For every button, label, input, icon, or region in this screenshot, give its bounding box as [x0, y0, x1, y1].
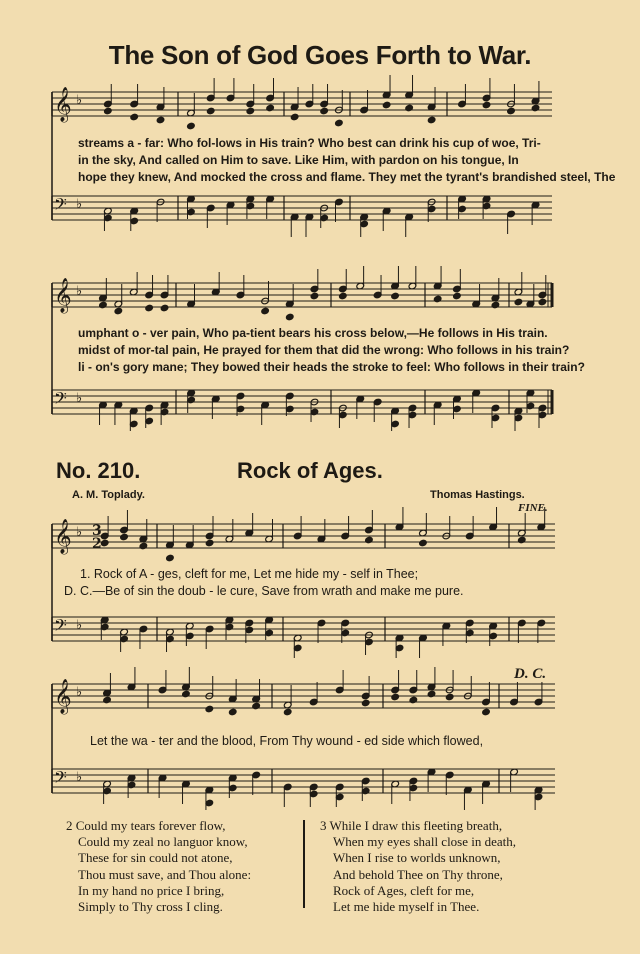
- verse-line: Thou must save, and Thou alone:: [78, 866, 252, 882]
- note-head: [252, 702, 261, 710]
- verse-divider: [303, 820, 305, 908]
- flat-sign-icon: ♭: [76, 391, 83, 406]
- verse-line: 2 Could my tears forever flow,: [66, 818, 226, 833]
- flat-sign-icon: ♭: [76, 525, 83, 540]
- flat-sign-icon: ♭: [76, 770, 83, 785]
- note-head: [391, 693, 400, 701]
- note-head: [405, 104, 414, 112]
- verse-line: These for sin could not atone,: [78, 850, 233, 866]
- verse-line: 3 While I draw this fleeting breath,: [320, 818, 503, 833]
- verse-line: Rock of Ages, cleft for me,: [333, 882, 475, 898]
- note-head: [339, 292, 348, 300]
- verse-line: Could my zeal no languor know,: [78, 834, 248, 850]
- bass-clef-icon: 𝄢: [54, 767, 67, 791]
- note-head: [206, 107, 215, 115]
- note-head: [139, 542, 148, 550]
- note-head: [228, 708, 237, 716]
- time-signature-bottom: 2: [92, 536, 102, 552]
- note-head: [409, 696, 418, 704]
- note-head: [187, 122, 196, 130]
- note-head: [514, 298, 523, 306]
- lyric-line: in the sky, And called on Him to save. Like Him, with pardon on his tongue, In: [78, 153, 519, 167]
- bass-clef-icon: 𝄢: [54, 388, 67, 412]
- note-head: [285, 313, 294, 321]
- hymn-title: The Son of God Goes Forth to War.: [108, 40, 532, 70]
- note-head: [104, 107, 113, 115]
- note-head: [120, 533, 129, 541]
- note-head: [482, 708, 491, 716]
- verse-line: In my hand no price I bring,: [78, 882, 225, 898]
- flat-sign-icon: ♭: [76, 618, 83, 633]
- note-head: [361, 699, 370, 707]
- note-head: [145, 304, 154, 312]
- note-head: [365, 536, 374, 544]
- note-head: [538, 298, 547, 306]
- fine-mark: FINE.: [518, 502, 548, 514]
- note-head: [335, 119, 344, 127]
- verse-line: Let me hide myself in Thee.: [333, 899, 480, 915]
- note-head: [182, 690, 191, 698]
- bass-clef-icon: 𝄢: [54, 615, 67, 639]
- hymn-number: No. 210.: [56, 458, 141, 483]
- note-head: [391, 292, 400, 300]
- note-head: [427, 116, 436, 124]
- note-head: [205, 705, 214, 713]
- note-head: [290, 113, 299, 121]
- treble-clef-icon: 𝄞: [54, 519, 72, 554]
- verse-line: When I rise to worlds unknown,: [333, 850, 501, 866]
- verse-3: [320, 818, 516, 915]
- lyric-line: umphant o - ver pain, Who pa-tient bears his cross below,—He follows in His train.: [78, 326, 548, 340]
- note-head: [99, 301, 108, 309]
- treble-clef-icon: 𝄞: [54, 278, 72, 313]
- note-head: [114, 307, 123, 315]
- note-head: [261, 307, 270, 315]
- lyric-line: hope they knew, And mocked the cross and flame. They met the tyrant's brandished steel, The: [78, 170, 616, 184]
- note-head: [419, 539, 428, 547]
- note-head: [283, 708, 292, 716]
- verse-2: [66, 818, 251, 915]
- composer-credit: Thomas Hastings.: [430, 489, 525, 501]
- flat-sign-icon: ♭: [76, 197, 83, 212]
- note-head: [427, 690, 436, 698]
- time-signature-top: 3: [92, 523, 102, 539]
- dc-mark: D. C.: [514, 666, 547, 682]
- note-head: [507, 107, 516, 115]
- note-head: [517, 536, 526, 544]
- note-head: [156, 116, 165, 124]
- flat-sign-icon: ♭: [76, 685, 83, 700]
- lyric-line: li - on's gory mane; They bowed their heads the stroke to feel: Who follows in their train?: [78, 360, 585, 374]
- note-head: [310, 292, 319, 300]
- lyric-line: 1. Rock of A - ges, cleft for me, Let me hide my - self in Thee;: [80, 567, 419, 581]
- verse-line: Simply to Thy cross I cling.: [78, 899, 223, 915]
- note-head: [160, 304, 169, 312]
- note-head: [445, 693, 454, 701]
- verse-line: And behold Thee on Thy throne,: [333, 866, 503, 882]
- note-head: [482, 101, 491, 109]
- note-head: [130, 113, 139, 121]
- treble-clef-icon: 𝄞: [54, 679, 72, 714]
- flat-sign-icon: ♭: [76, 93, 83, 108]
- lyric-line: streams a - far: Who fol-lows in His train? Who best can drink his cup of woe, Tri-: [78, 136, 541, 150]
- note-head: [246, 107, 255, 115]
- note-head: [531, 104, 540, 112]
- lyric-line: Let the wa - ter and the blood, From Thy wound - ed side which flowed,: [90, 734, 484, 748]
- bass-clef-icon: 𝄢: [54, 194, 67, 218]
- note-head: [320, 107, 329, 115]
- treble-clef-icon: 𝄞: [54, 87, 72, 122]
- lyric-line: D. C.—Be of sin the doub - le cure, Save from wrath and make me pure.: [64, 584, 464, 598]
- note-head: [166, 554, 175, 562]
- lyric-line: midst of mor-tal pain, He prayed for them that did the wrong: Who follows in his train?: [78, 343, 570, 357]
- verse-line: When my eyes shall close in death,: [333, 834, 517, 850]
- hymn-title: Rock of Ages.: [237, 458, 383, 483]
- note-head: [382, 101, 391, 109]
- note-head: [103, 696, 112, 704]
- note-head: [205, 539, 214, 547]
- note-head: [491, 301, 500, 309]
- author-credit: A. M. Toplady.: [72, 489, 145, 501]
- flat-sign-icon: ♭: [76, 284, 83, 299]
- note-head: [433, 295, 442, 303]
- note-head: [453, 292, 462, 300]
- note-head: [266, 104, 275, 112]
